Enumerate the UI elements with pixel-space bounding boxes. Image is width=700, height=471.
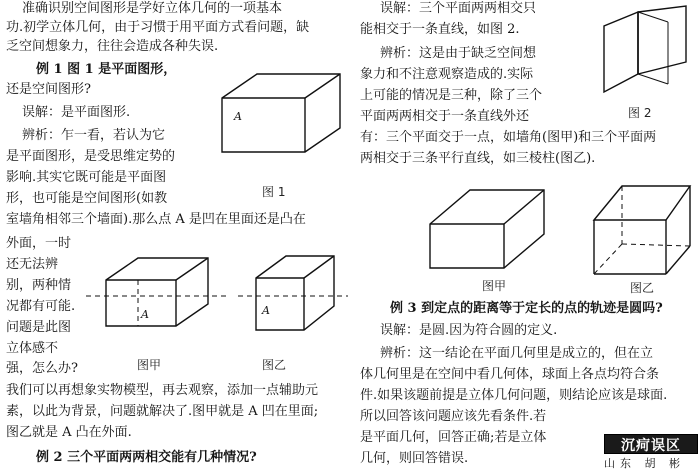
analysis-2-line-1: 辨析：这是由于缺乏空间想 <box>380 46 537 61</box>
right-figure-jia-caption: 图甲 <box>482 279 507 293</box>
analysis-2-line-4: 平面两两相交于一条直线外还 <box>360 109 530 124</box>
misconception-3: 误解：是圆.因为符合圆的定义. <box>380 323 558 338</box>
analysis-1-line-8: 别，两种情 <box>6 278 72 293</box>
figure-1-point-label: A <box>234 110 242 123</box>
example-1-heading: 例 1 图 1 是平面图形， <box>36 62 177 77</box>
analysis-3-line-6: 几何，则回答错误. <box>360 451 469 466</box>
analysis-1-line-7: 还无法辨 <box>6 257 59 272</box>
analysis-3-line-1: 辨析：这一结论在平面几何里是成立的，但在立 <box>380 346 654 361</box>
analysis-1-line-14: 素，以此为背景，问题就解决了.图甲就是 A 凹在里面; <box>6 404 319 419</box>
left-figure-yi-drawing <box>238 252 348 336</box>
analysis-1-line-13: 我们可以再想象实物模型，再去观察，添加一点辅助元 <box>6 383 319 398</box>
example-3-heading: 例 3 到定点的距离等于定长的点的轨迹是圆吗? <box>390 301 663 316</box>
example-1-question: 还是空间图形? <box>6 82 91 97</box>
analysis-1-line-6: 外面，一时 <box>6 236 72 251</box>
analysis-1-line-15: 图乙就是 A 凸在外面. <box>6 425 132 440</box>
analysis-2-line-3: 上可能的情况是三种，除了三个 <box>360 88 543 103</box>
analysis-1-line-5: 室墙角相邻三个墙面).那么点 A 是凹在里面还是凸在 <box>6 212 306 227</box>
left-figure-jia-caption: 图甲 <box>137 358 162 372</box>
analysis-2-line-6: 两相交于三条平行直线，如三棱柱(图乙). <box>360 151 596 166</box>
analysis-1-line-11: 立体感不 <box>6 341 59 356</box>
intro-line-2: 功.初学立体几何，由于习惯于用平面方式看问题，缺 <box>6 20 310 35</box>
analysis-2-line-2: 象力和不注意观察造成的.实际 <box>360 67 534 82</box>
example-2-heading: 例 2 三个平面两两相交能有几种情况? <box>36 450 257 465</box>
left-figure-jia-drawing <box>86 254 226 334</box>
analysis-3-line-2: 体几何里是在空间中看几何体，球面上各点均符合条 <box>360 367 660 382</box>
column-badge <box>604 434 698 454</box>
analysis-1-line-9: 况都有可能. <box>6 299 76 314</box>
figure-1-caption: 图 1 <box>262 185 286 199</box>
misconception-2-line-1: 误解：三个平面两两相交只 <box>380 1 537 16</box>
analysis-1-line-10: 问题是此图 <box>6 320 72 335</box>
figure-2-drawing <box>590 2 698 98</box>
right-figure-jia-drawing <box>412 184 552 274</box>
analysis-2-line-5: 有：三个平面交于一点，如墙角(图甲)和三个平面两 <box>360 130 657 145</box>
left-figure-yi-caption: 图乙 <box>262 358 287 372</box>
intro-line-3: 乏空间想象力，往往会造成各种失误. <box>6 39 219 54</box>
analysis-1-line-4: 形，也可能是空间图形(如教 <box>6 191 168 206</box>
analysis-3-line-3: 件.如果该题前提是立体几何问题，则结论应该是球面. <box>360 388 668 403</box>
analysis-3-line-4: 所以回答该问题应该先看条件.若 <box>360 409 547 424</box>
analysis-1-line-12: 强，怎么办? <box>6 361 78 376</box>
analysis-1-line-3: 影响.其实它既可能是平面图 <box>6 170 167 185</box>
misconception-2-line-2: 能相交于一条直线，如图 2. <box>360 22 520 37</box>
column-badge-title: 沉疴误区 <box>621 438 681 454</box>
right-figure-yi-drawing <box>572 180 700 280</box>
misconception-1: 误解：是平面图形. <box>22 105 131 120</box>
right-figure-yi-caption: 图乙 <box>630 281 655 295</box>
analysis-1-line-2: 是平面图形，是受思维定势的 <box>6 149 176 164</box>
left-figure-jia-point-label: A <box>141 308 149 321</box>
analysis-3-line-5: 是平面几何，回答正确;若是立体 <box>360 430 547 445</box>
left-figure-yi-point-label: A <box>262 304 270 317</box>
figure-2-caption: 图 2 <box>628 106 652 120</box>
author-name: 山东 胡 彬 <box>604 457 685 470</box>
figure-1-drawing <box>212 68 352 158</box>
analysis-1-line-1: 辨析：乍一看，若认为它 <box>22 128 166 143</box>
intro-line-1: 准确识别空间图形是学好立体几何的一项基本 <box>22 1 283 16</box>
